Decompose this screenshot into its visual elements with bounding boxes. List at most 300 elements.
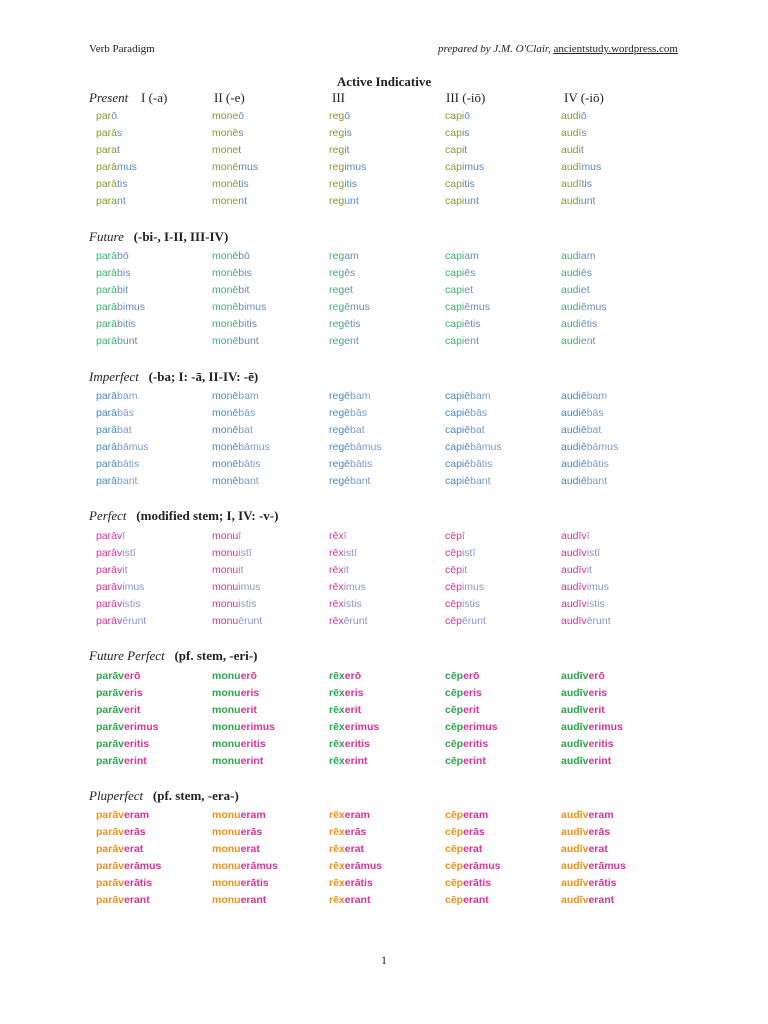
table-row (96, 738, 696, 755)
verb-stem: audīv (561, 564, 587, 576)
verb-ending: bis (117, 267, 131, 279)
verb-ending: imus (461, 581, 485, 593)
verb-stem: capi (445, 284, 465, 296)
verb-ending: erō (588, 670, 605, 682)
verb-stem: reg (329, 335, 345, 347)
future-note: (-bi-, I-II, III-IV) (133, 229, 229, 244)
verb-form (212, 250, 250, 262)
verb-form (96, 161, 137, 173)
conjugation-header-2: II (-e) (214, 90, 245, 105)
verb-ending: bās (350, 407, 367, 419)
verb-stem: audīv (561, 530, 587, 542)
verb-form (329, 250, 359, 262)
verb-ending: eritis (588, 738, 614, 750)
verb-form (329, 441, 382, 453)
verb-stem: rēx (329, 547, 344, 559)
verb-stem: capi (445, 318, 465, 330)
verb-form (212, 894, 266, 906)
table-row (96, 407, 696, 424)
verb-form (561, 615, 611, 627)
verb-stem: audiē (561, 475, 587, 487)
verb-ending: bimus (117, 301, 146, 313)
verb-form (561, 195, 595, 207)
verb-stem: capi (445, 301, 465, 313)
verb-ending: erās (344, 826, 367, 838)
verb-stem: audīv (561, 809, 589, 821)
verb-form (212, 407, 255, 419)
verb-stem: monu (212, 615, 239, 627)
verb-form (96, 721, 158, 733)
table-row (96, 475, 696, 492)
verb-form (445, 390, 491, 402)
verb-ending: erit (463, 704, 480, 716)
verb-ending: et (464, 284, 474, 296)
verb-form (96, 826, 146, 838)
verb-form (212, 843, 260, 855)
verb-form (561, 809, 614, 821)
verb-stem: audiē (561, 390, 587, 402)
verb-form (96, 738, 149, 750)
verb-stem: regē (329, 424, 351, 436)
header-credit (438, 43, 678, 55)
verb-form (561, 110, 587, 122)
verb-form (445, 687, 482, 699)
verb-stem: audīv (561, 615, 587, 627)
verb-form (445, 738, 488, 750)
verb-form (445, 809, 488, 821)
verb-ending: am (464, 250, 479, 262)
verb-form (212, 809, 266, 821)
verb-form (445, 547, 475, 559)
imperfect-note: (-ba; I: -ā, II-IV: -ē) (148, 369, 259, 384)
verb-stem: parā (96, 267, 118, 279)
pluperfect-note: (pf. stem, -era-) (152, 788, 239, 803)
verb-stem: monu (212, 843, 241, 855)
verb-stem: cēp (445, 547, 462, 559)
verb-ending: bam (238, 390, 259, 402)
verb-stem: monē (212, 458, 239, 470)
verb-ending: bātis (350, 458, 373, 470)
verb-stem: audīv (561, 721, 589, 733)
verb-form (212, 161, 258, 173)
perfect-table (96, 530, 696, 632)
verb-stem: cēp (445, 598, 462, 610)
verb-ending: erō (240, 670, 257, 682)
verb-form (561, 144, 584, 156)
verb-stem: rēx (329, 809, 345, 821)
verb-form (212, 704, 257, 716)
verb-form (329, 877, 373, 889)
verb-ending: bis (238, 267, 252, 279)
table-row (96, 195, 696, 212)
verb-form (561, 721, 623, 733)
verb-ending: ēmus (464, 301, 490, 313)
verb-form (96, 547, 136, 559)
verb-form (445, 894, 489, 906)
verb-stem: mone (212, 195, 239, 207)
future-table (96, 250, 696, 352)
verb-ending: imus (344, 161, 367, 173)
verb-form (96, 250, 129, 262)
verb-ending: istis (586, 598, 605, 610)
verb-stem: rēx (329, 894, 345, 906)
verb-stem: capi (445, 250, 465, 262)
verb-stem: parā (96, 424, 118, 436)
verb-ending: ētis (464, 318, 481, 330)
verb-stem: audīv (561, 877, 589, 889)
verb-stem: monu (212, 894, 241, 906)
verb-form (96, 598, 140, 610)
verb-stem: par (96, 110, 112, 122)
verb-ending: imus (461, 161, 485, 173)
verb-form (561, 318, 597, 330)
verb-stem: rēx (329, 687, 345, 699)
verb-ending: bant (117, 475, 138, 487)
table-row (96, 318, 696, 335)
verb-form (561, 458, 609, 470)
verb-stem: parāv (96, 894, 125, 906)
verb-form (329, 195, 359, 207)
verb-stem: capiē (445, 458, 471, 470)
verb-ending: erās (240, 826, 263, 838)
verb-ending: tis (581, 178, 592, 190)
verb-form (445, 335, 479, 347)
verb-form (329, 860, 382, 872)
verb-stem: audīv (561, 894, 589, 906)
verb-stem: reg (329, 284, 345, 296)
verb-stem: audī (561, 161, 582, 173)
verb-form (561, 301, 607, 313)
verb-form (329, 424, 365, 436)
verb-form (561, 670, 605, 682)
verb-form (96, 670, 140, 682)
table-row (96, 755, 696, 772)
verb-form (96, 335, 137, 347)
verb-ending: imus (238, 581, 261, 593)
verb-stem: monu (212, 687, 241, 699)
verb-form (212, 441, 270, 453)
verb-ending: ērunt (461, 615, 486, 627)
verb-stem: cēp (445, 530, 462, 542)
verb-form (212, 284, 249, 296)
verb-ending: it (344, 144, 350, 156)
verb-ending: ent (464, 335, 479, 347)
verb-form (96, 615, 146, 627)
verb-ending: erās (463, 826, 485, 838)
verb-ending: s (238, 127, 244, 139)
verb-stem: cap (445, 127, 462, 139)
verb-ending: erāmus (463, 860, 501, 872)
verb-stem: audi (561, 301, 581, 313)
verb-form (445, 195, 479, 207)
verb-ending: bat (586, 424, 602, 436)
verb-form (96, 809, 149, 821)
verb-ending: ēmus (344, 301, 370, 313)
table-row (96, 110, 696, 127)
future-perfect-table (96, 670, 696, 772)
verb-ending: erat (588, 843, 608, 855)
tense-label-future-perfect: Future Perfect (89, 648, 165, 663)
present-header-row (89, 90, 729, 106)
verb-form (212, 301, 266, 313)
verb-stem: monu (212, 721, 241, 733)
verb-ending: bās (470, 407, 488, 419)
verb-form (561, 530, 590, 542)
verb-ending: erimus (124, 721, 159, 733)
verb-ending: bam (117, 390, 138, 402)
tense-label-present: Present (89, 90, 129, 105)
verb-form (96, 843, 143, 855)
verb-ending: erātis (124, 877, 153, 889)
verb-stem: parāv (96, 860, 125, 872)
verb-ending: eram (240, 809, 266, 821)
verb-stem: monu (212, 598, 239, 610)
verb-ending: erant (124, 894, 150, 906)
tense-label-imperfect: Imperfect (89, 369, 139, 384)
verb-form (329, 721, 379, 733)
verb-form (212, 564, 244, 576)
verb-ending: istis (122, 598, 141, 610)
verb-ending: ētis (344, 318, 361, 330)
verb-ending: erō (124, 670, 141, 682)
verb-ending: eritis (344, 738, 370, 750)
verb-ending: erimus (463, 721, 498, 733)
verb-stem: audīv (561, 755, 589, 767)
verb-stem: monē (212, 475, 239, 487)
verb-stem: rēx (329, 721, 345, 733)
verb-form (561, 441, 618, 453)
verb-ending: it (343, 564, 349, 576)
verb-form (212, 144, 241, 156)
verb-ending: bat (470, 424, 485, 436)
verb-ending: ent (580, 335, 596, 347)
verb-stem: monē (212, 390, 239, 402)
verb-form (561, 547, 600, 559)
verb-ending: bunt (238, 335, 259, 347)
verb-ending: t (238, 144, 242, 156)
imperfect-table (96, 390, 696, 492)
verb-stem: audīv (561, 738, 589, 750)
verb-form (212, 335, 259, 347)
verb-form (445, 250, 479, 262)
verb-stem: reg (329, 127, 345, 139)
conjugation-header-3: III (332, 90, 345, 105)
verb-ending: erint (344, 755, 368, 767)
verb-form (445, 301, 490, 313)
table-row (96, 670, 696, 687)
verb-ending: erāmus (240, 860, 278, 872)
verb-ending: erat (124, 843, 144, 855)
table-row (96, 809, 696, 826)
verb-ending: erit (588, 704, 605, 716)
verb-ending: t (580, 144, 584, 156)
table-row (96, 284, 696, 301)
verb-form (329, 755, 368, 767)
verb-stem: regē (329, 407, 351, 419)
verb-stem: capiē (445, 407, 471, 419)
verb-ending: istis (343, 598, 362, 610)
verb-ending: mus (238, 161, 259, 173)
verb-ending: ēs (464, 267, 476, 279)
verb-form (96, 564, 128, 576)
verb-stem: capiē (445, 475, 471, 487)
verb-form (212, 877, 269, 889)
verb-stem: rēx (329, 704, 345, 716)
verb-stem: parā (96, 127, 118, 139)
verb-stem: rēx (329, 564, 344, 576)
verb-form (445, 110, 470, 122)
verb-stem: audi (561, 267, 581, 279)
verb-form (561, 267, 592, 279)
verb-form (561, 127, 587, 139)
verb-ending: et (344, 284, 353, 296)
verb-ending: ī (586, 530, 590, 542)
verb-form (445, 267, 475, 279)
verb-form (445, 877, 491, 889)
verb-stem: mone (212, 144, 239, 156)
verb-ending: erint (588, 755, 612, 767)
verb-stem: cēp (445, 615, 462, 627)
verb-stem: cēp (445, 564, 462, 576)
verb-stem: audiē (561, 407, 587, 419)
verb-stem: monē (212, 318, 239, 330)
perfect-heading (89, 508, 278, 524)
verb-stem: parāv (96, 615, 123, 627)
verb-ending: bimus (238, 301, 267, 313)
verb-form (561, 475, 607, 487)
verb-form (329, 301, 370, 313)
verb-form (329, 564, 349, 576)
verb-form (445, 721, 498, 733)
verb-form (212, 195, 247, 207)
verb-ending: istī (343, 547, 358, 559)
verb-form (96, 441, 149, 453)
verb-form (561, 860, 626, 872)
header-credit-text: prepared by J.M. O'Clair, (437, 43, 551, 55)
verb-ending: bāmus (586, 441, 619, 453)
verb-stem: audīv (561, 598, 587, 610)
verb-stem: cēp (445, 877, 464, 889)
verb-form (445, 670, 479, 682)
verb-ending: erāmus (124, 860, 162, 872)
verb-form (212, 721, 275, 733)
verb-form (212, 318, 257, 330)
verb-ending: eris (463, 687, 482, 699)
table-row (96, 127, 696, 144)
verb-stem: monē (212, 441, 239, 453)
verb-form (329, 581, 366, 593)
verb-ending: it (586, 564, 592, 576)
verb-form (329, 738, 370, 750)
verb-stem: audi (561, 110, 581, 122)
verb-form (329, 407, 367, 419)
verb-form (561, 390, 607, 402)
verb-form (96, 178, 128, 190)
verb-ending: erō (344, 670, 362, 682)
verb-ending: itis (461, 178, 475, 190)
verb-stem: parā (96, 178, 118, 190)
verb-ending: erimus (588, 721, 623, 733)
verb-ending: bat (238, 424, 253, 436)
page-number: 1 (381, 953, 387, 967)
verb-ending: ō (464, 110, 471, 122)
verb-stem: parāv (96, 843, 125, 855)
tense-label-future: Future (89, 229, 124, 244)
verb-ending: nt (117, 195, 126, 207)
verb-ending: bant (238, 475, 259, 487)
verb-ending: eritis (240, 738, 266, 750)
verb-form (329, 127, 352, 139)
verb-form (96, 581, 144, 593)
website-link[interactable]: ancientstudy.wordpress.com (553, 43, 678, 55)
verb-stem: monu (212, 564, 239, 576)
verb-ending: eritis (463, 738, 489, 750)
verb-ending: eram (124, 809, 150, 821)
verb-form (561, 843, 608, 855)
verb-ending: ō (344, 110, 351, 122)
verb-ending: bant (586, 475, 608, 487)
verb-stem: parā (96, 284, 118, 296)
verb-form (96, 407, 134, 419)
verb-stem: audīv (561, 547, 587, 559)
verb-ending: eris (240, 687, 260, 699)
verb-stem: parāv (96, 721, 125, 733)
verb-ending: erint (124, 755, 147, 767)
verb-form (561, 738, 614, 750)
verb-ending: bō (117, 250, 129, 262)
verb-form (561, 687, 607, 699)
verb-stem: reg (329, 195, 345, 207)
verb-stem: monu (212, 581, 239, 593)
verb-ending: ō (111, 110, 118, 122)
verb-ending: eram (463, 809, 489, 821)
verb-form (96, 860, 161, 872)
present-table (96, 110, 696, 212)
verb-ending: it (461, 564, 468, 576)
verb-stem: cēp (445, 843, 464, 855)
verb-ending: ērunt (238, 615, 263, 627)
verb-ending: erat (344, 843, 365, 855)
verb-ending: bās (238, 407, 256, 419)
verb-form (96, 877, 152, 889)
conjugation-header-3io: III (-iō) (446, 90, 486, 105)
verb-form (96, 267, 130, 279)
verb-stem: monē (212, 284, 239, 296)
verb-ending: it (238, 564, 244, 576)
verb-form (212, 475, 259, 487)
verb-ending: erant (463, 894, 489, 906)
verb-ending: it (461, 144, 468, 156)
verb-form (212, 547, 252, 559)
verb-stem: capi (445, 335, 465, 347)
verb-ending: bam (350, 390, 371, 402)
verb-ending: bam (470, 390, 491, 402)
verb-stem: cēp (445, 809, 464, 821)
verb-form (445, 475, 491, 487)
verb-ending: bat (117, 424, 132, 436)
verb-form (212, 615, 262, 627)
verb-stem: parā (96, 475, 118, 487)
verb-stem: cēp (445, 670, 464, 682)
verb-ending: bāmus (350, 441, 382, 453)
verb-form (212, 178, 249, 190)
verb-stem: reg (329, 250, 345, 262)
verb-form (212, 860, 278, 872)
verb-form (561, 581, 609, 593)
verb-form (445, 530, 465, 542)
verb-ending: bās (586, 407, 604, 419)
verb-ending: ētis (580, 318, 598, 330)
